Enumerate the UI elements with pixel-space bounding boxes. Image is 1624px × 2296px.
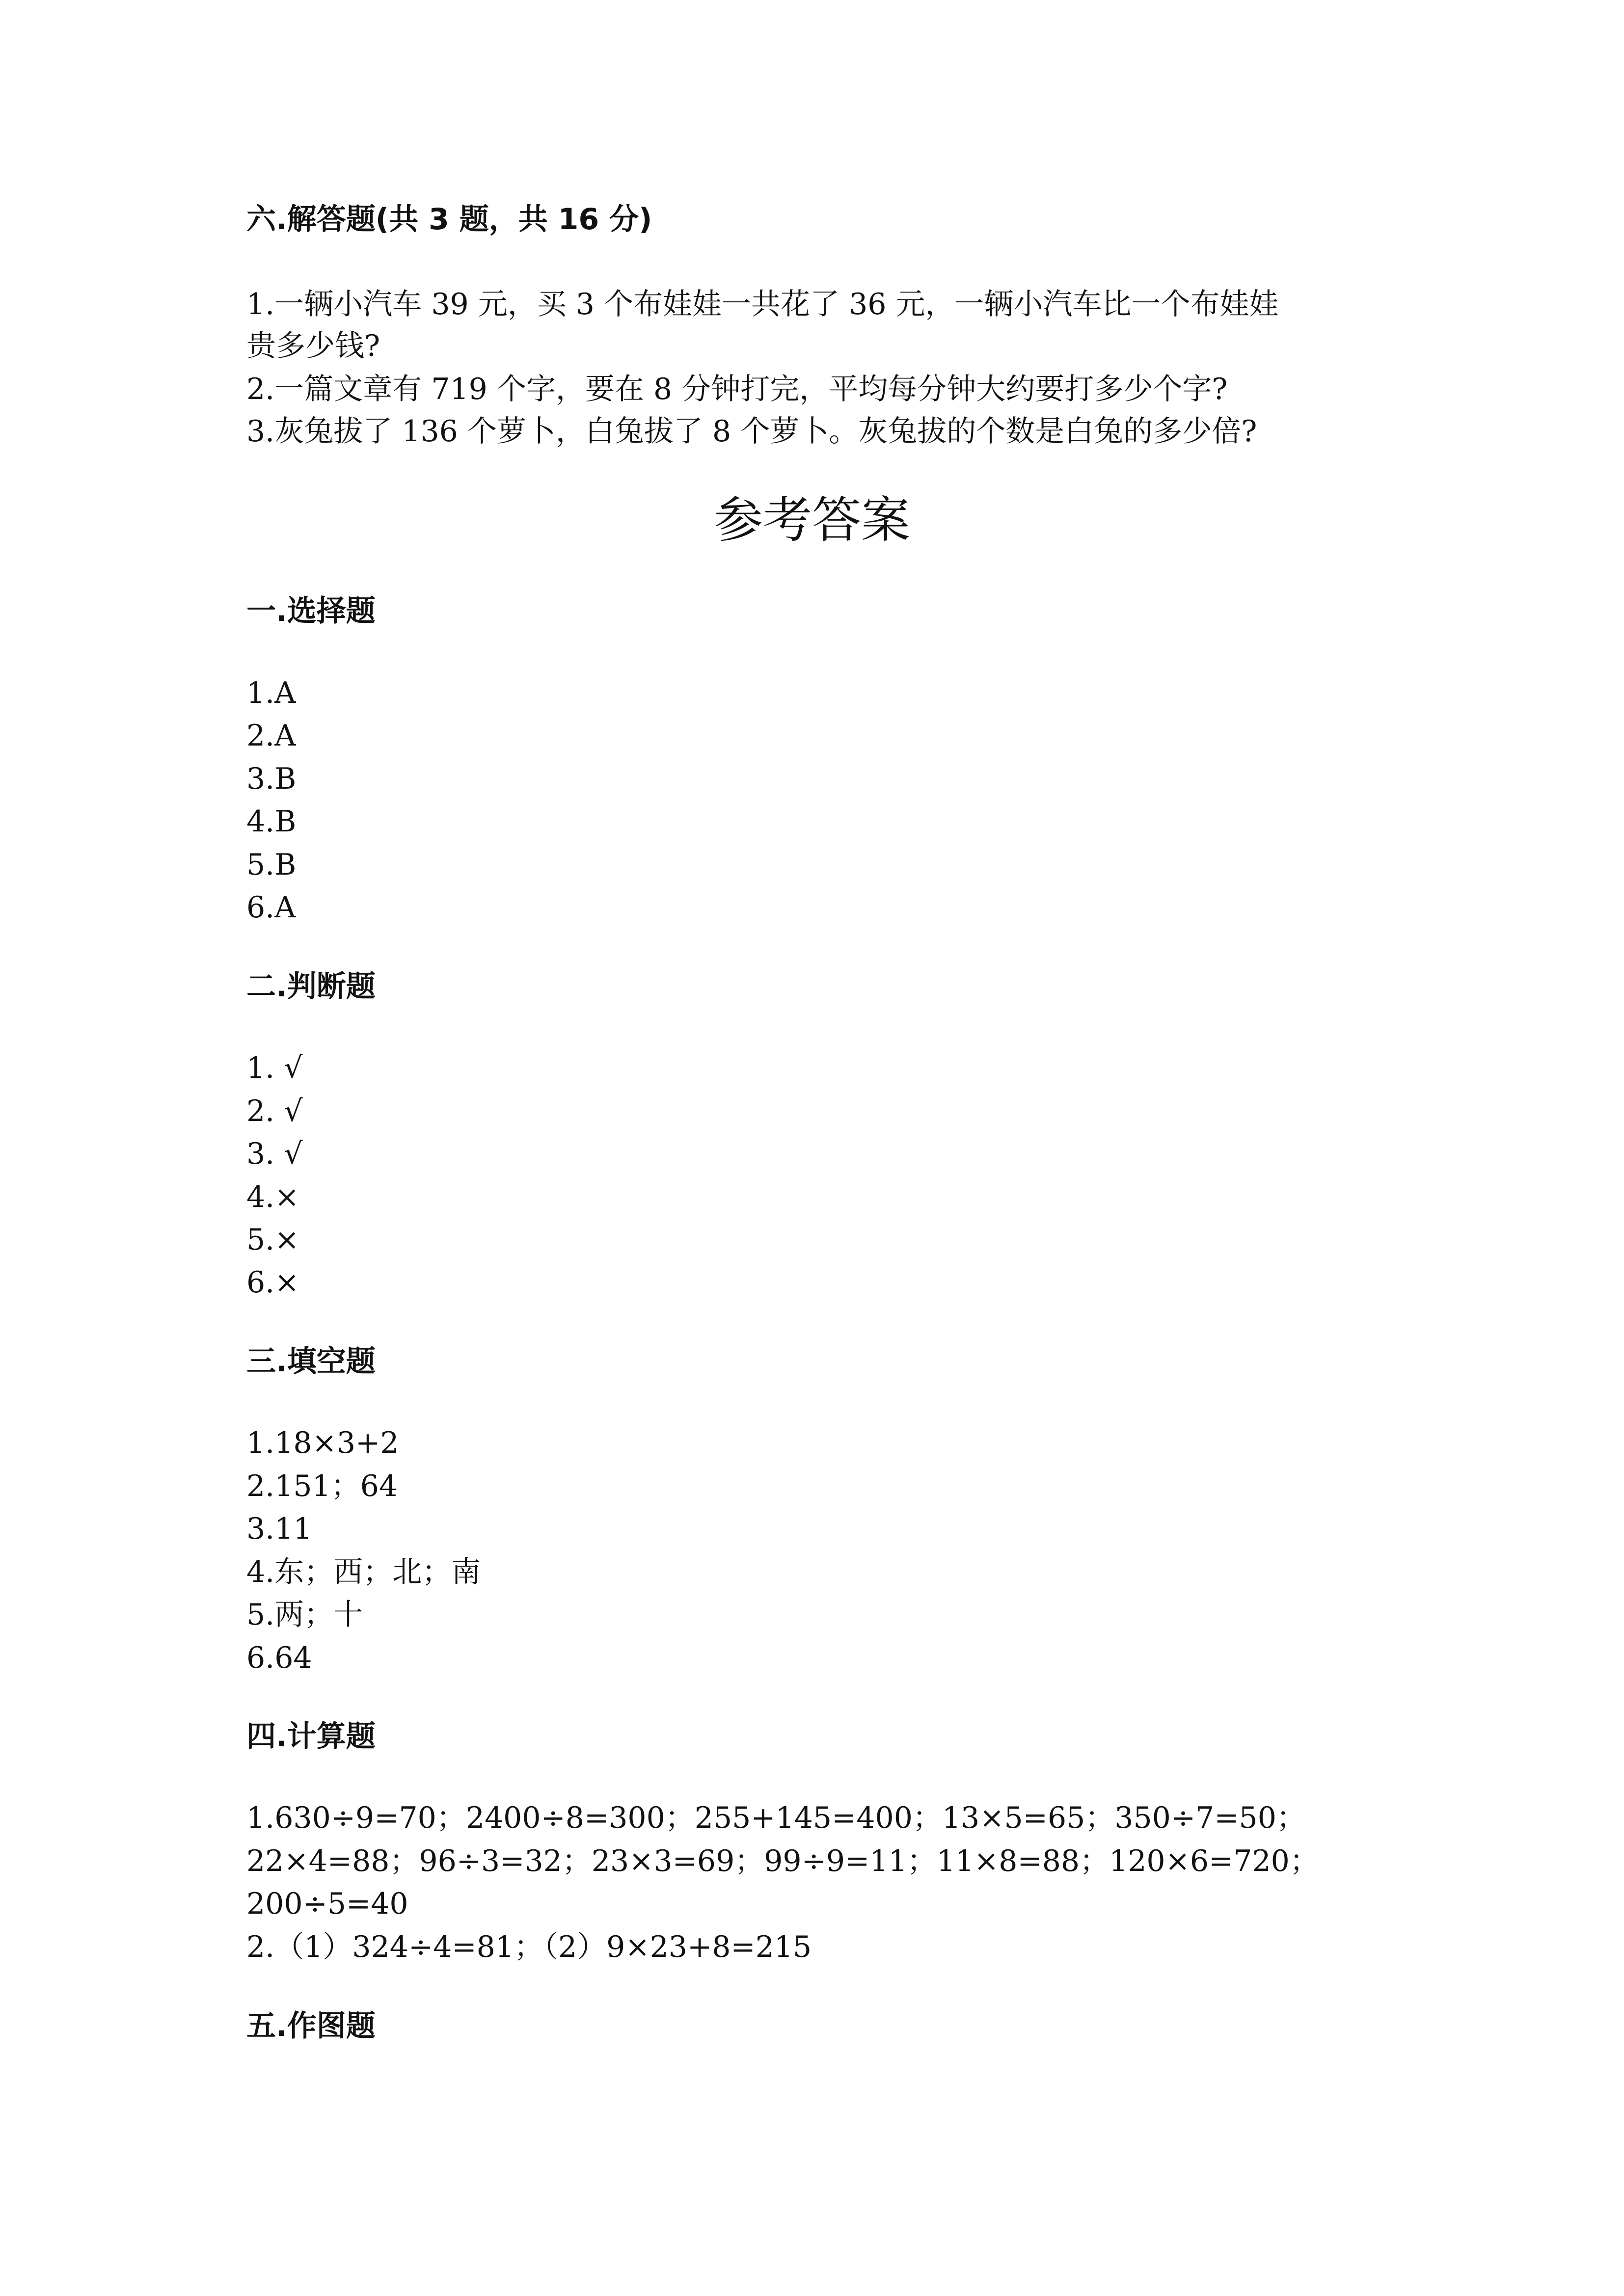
- choice-answer: 2.A: [246, 719, 296, 753]
- judge-answer: 6.×: [246, 1265, 299, 1300]
- fill-heading: 三.填空题: [246, 1344, 376, 1379]
- judge-answer: 4.×: [246, 1180, 299, 1214]
- draw-heading: 五.作图题: [246, 2009, 376, 2043]
- section-6-heading: 六.解答题(共 3 题，共 16 分): [246, 202, 652, 237]
- fill-answer: 2.151；64: [246, 1469, 398, 1503]
- calc-answer-line: 2.（1）324÷4=81；（2）9×23+8=215: [246, 1930, 812, 1964]
- fill-answer: 6.64: [246, 1641, 312, 1675]
- judge-heading: 二.判断题: [246, 969, 376, 1004]
- choice-answer: 4.B: [246, 804, 297, 839]
- fill-answer: 1.18×3+2: [246, 1426, 399, 1460]
- calc-answer-line: 22×4=88；96÷3=32；23×3=69；99÷9=11；11×8=88；120×6=720；: [246, 1844, 1319, 1878]
- choice-answer: 5.B: [246, 848, 297, 882]
- choice-answer: 3.B: [246, 762, 297, 796]
- choice-answer: 1.A: [246, 676, 296, 710]
- fill-answer: 3.11: [246, 1512, 312, 1546]
- choice-answer: 6.A: [246, 890, 296, 925]
- judge-answer: 1. √: [246, 1051, 303, 1085]
- question-3: 3.灰兔拔了 136 个萝卜，白兔拔了 8 个萝卜。灰兔拔的个数是白兔的多少倍?: [246, 414, 1257, 449]
- choice-heading: 一.选择题: [246, 594, 376, 628]
- calc-heading: 四.计算题: [246, 1719, 376, 1754]
- question-2: 2.一篇文章有 719 个字，要在 8 分钟打完，平均每分钟大约要打多少个字?: [246, 372, 1228, 406]
- fill-answer: 4.东；西；北；南: [246, 1555, 481, 1589]
- question-1-line-1: 1.一辆小汽车 39 元，买 3 个布娃娃一共花了 36 元，一辆小汽车比一个布娃娃: [246, 287, 1279, 321]
- judge-answer: 3. √: [246, 1137, 303, 1171]
- fill-answer: 5.两；十: [246, 1598, 363, 1632]
- judge-answer: 5.×: [246, 1223, 299, 1257]
- answers-title: 参考答案: [714, 491, 910, 549]
- calc-answer-line: 200÷5=40: [246, 1887, 408, 1921]
- judge-answer: 2. √: [246, 1094, 303, 1128]
- question-1-line-2: 贵多少钱?: [246, 329, 380, 363]
- calc-answer-line: 1.630÷9=70；2400÷8=300；255+145=400；13×5=65；350÷7=50；: [246, 1801, 1306, 1835]
